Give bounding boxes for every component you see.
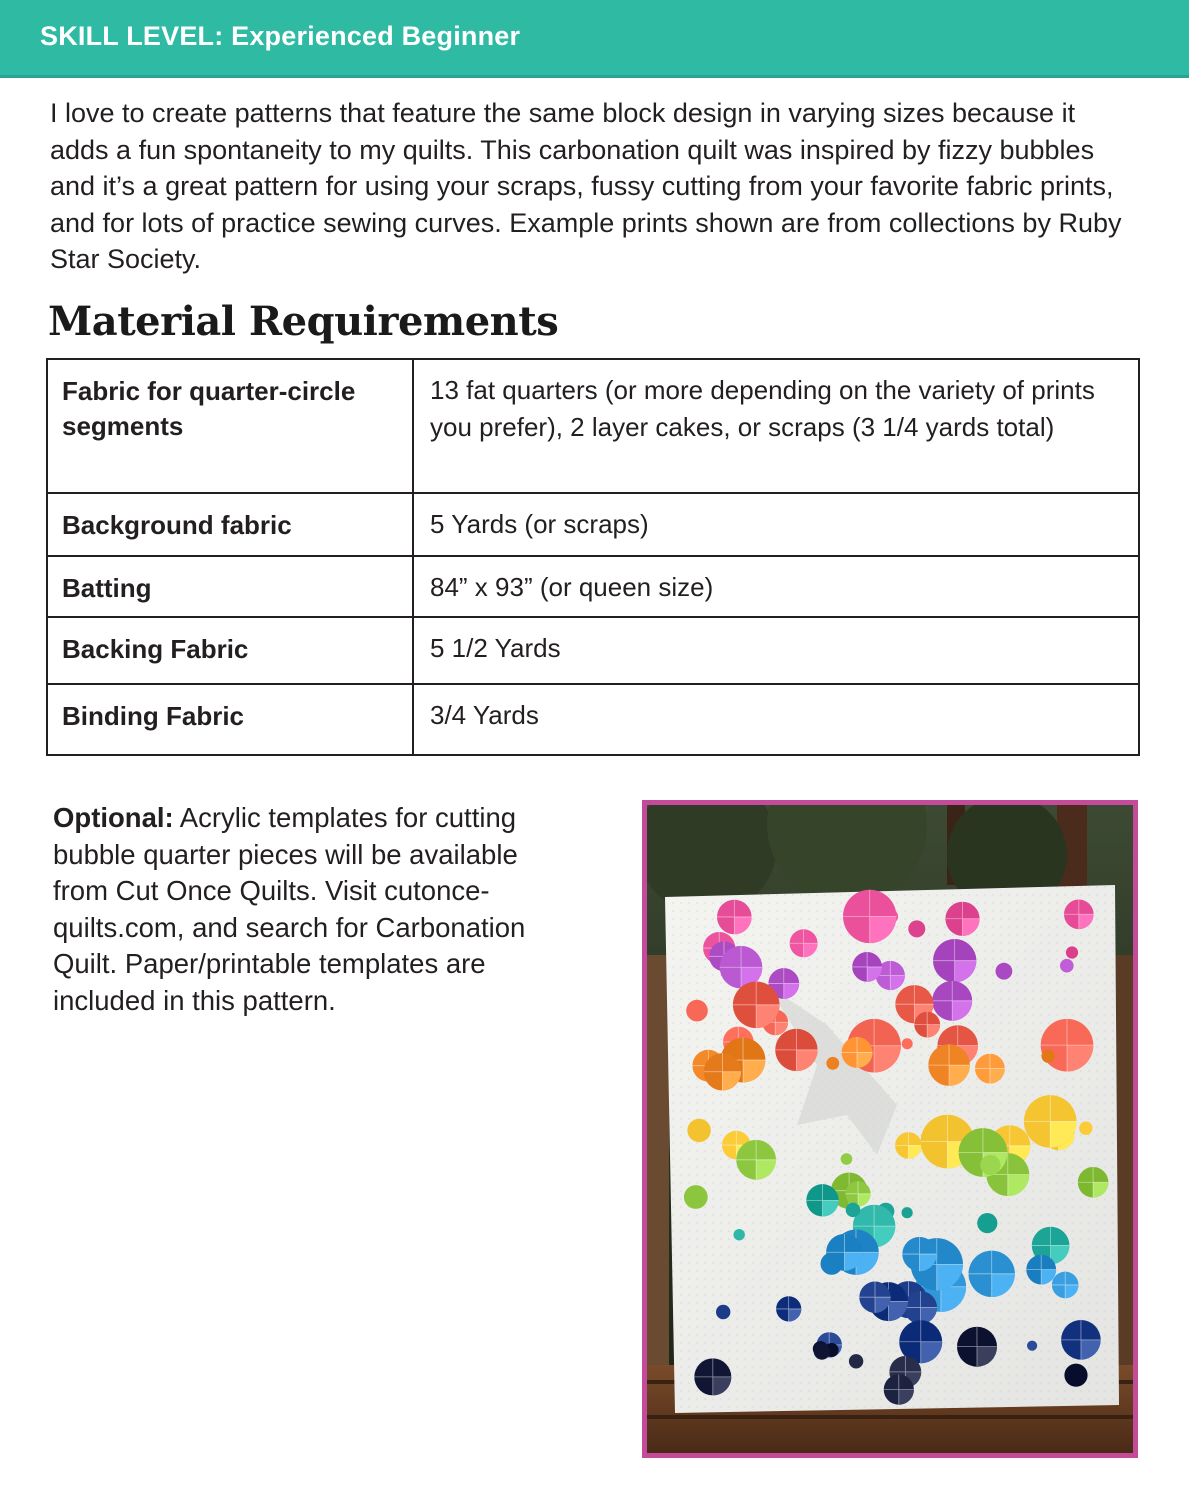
skill-level-banner [0, 0, 1189, 78]
quilt-bubble [846, 1203, 861, 1218]
material-label: Fabric for quarter-circle segments [47, 359, 413, 493]
skill-level-text: SKILL LEVEL: Experienced Beginner [40, 21, 521, 51]
fence [647, 955, 669, 1375]
quilt-bubble [1042, 1049, 1055, 1062]
material-value: 84” x 93” (or queen size) [413, 556, 1139, 617]
optional-label: Optional: [53, 802, 174, 833]
quilt-bubble [977, 1213, 997, 1233]
material-label: Backing Fabric [47, 617, 413, 684]
table-row [47, 493, 1139, 556]
material-label: Background fabric [47, 493, 413, 556]
quilt-bubble [814, 1343, 830, 1359]
quilt-bubble [980, 1155, 1000, 1175]
quilt-bubble [684, 1185, 708, 1209]
material-value: 13 fat quarters (or more depending on the variety of prints you prefer), 2 layer cakes, or scraps (3 1/4 yards total) [413, 359, 1139, 493]
material-value: 5 Yards (or scraps) [413, 493, 1139, 556]
quilt-photo [642, 800, 1138, 1458]
quilt-bubble [841, 1153, 853, 1165]
quilt-bubble [1066, 946, 1078, 958]
material-requirements-title: Material Requirements [48, 298, 559, 345]
optional-text: Acrylic templates for cutting bubble quarter pieces will be available from Cut Once Quilts. Visit cutonce-quilts.com, and search for Carbonation Quilt. Paper/printable templates are included in this pattern. [53, 802, 526, 1016]
quilt-bubble [1064, 1364, 1087, 1387]
quilt-bubble [849, 1354, 863, 1368]
material-label: Binding Fabric [47, 684, 413, 755]
quilt-bubble [826, 1057, 839, 1070]
material-requirements-table [46, 358, 1140, 756]
quilt-bubble [1027, 1341, 1037, 1351]
material-value: 5 1/2 Yards [413, 617, 1139, 684]
table-row [47, 556, 1139, 617]
table-row [47, 617, 1139, 684]
quilt-bubble [908, 920, 925, 937]
quilt-bubble [1060, 959, 1074, 973]
deck-post [647, 1415, 1133, 1419]
intro-paragraph: I love to create patterns that feature the same block design in varying sizes because it adds a fun spontaneity to my quilts. This carbonation quilt was inspired by fizzy bubbles and it’s a great pattern for using your scraps, fussy cutting from your favorite fabric prints, and for lots of practice sewing curves. Example prints shown are from collections by Ruby Star Society. [50, 98, 1122, 274]
optional-note [53, 800, 573, 1019]
quilt-bubble [902, 1038, 913, 1049]
quilt-bubble [716, 1305, 730, 1319]
quilt-bubble [902, 1207, 913, 1218]
quilt-bubble [734, 1229, 745, 1240]
table-row [47, 359, 1139, 493]
table-row [47, 684, 1139, 755]
quilt-bubble [996, 963, 1013, 980]
quilt-bubble [686, 1000, 708, 1022]
quilt-bubble [1079, 1122, 1092, 1135]
quilt-photo-image [647, 805, 1133, 1453]
material-label: Batting [47, 556, 413, 617]
quilt-bubble [687, 1119, 710, 1142]
material-value: 3/4 Yards [413, 684, 1139, 755]
